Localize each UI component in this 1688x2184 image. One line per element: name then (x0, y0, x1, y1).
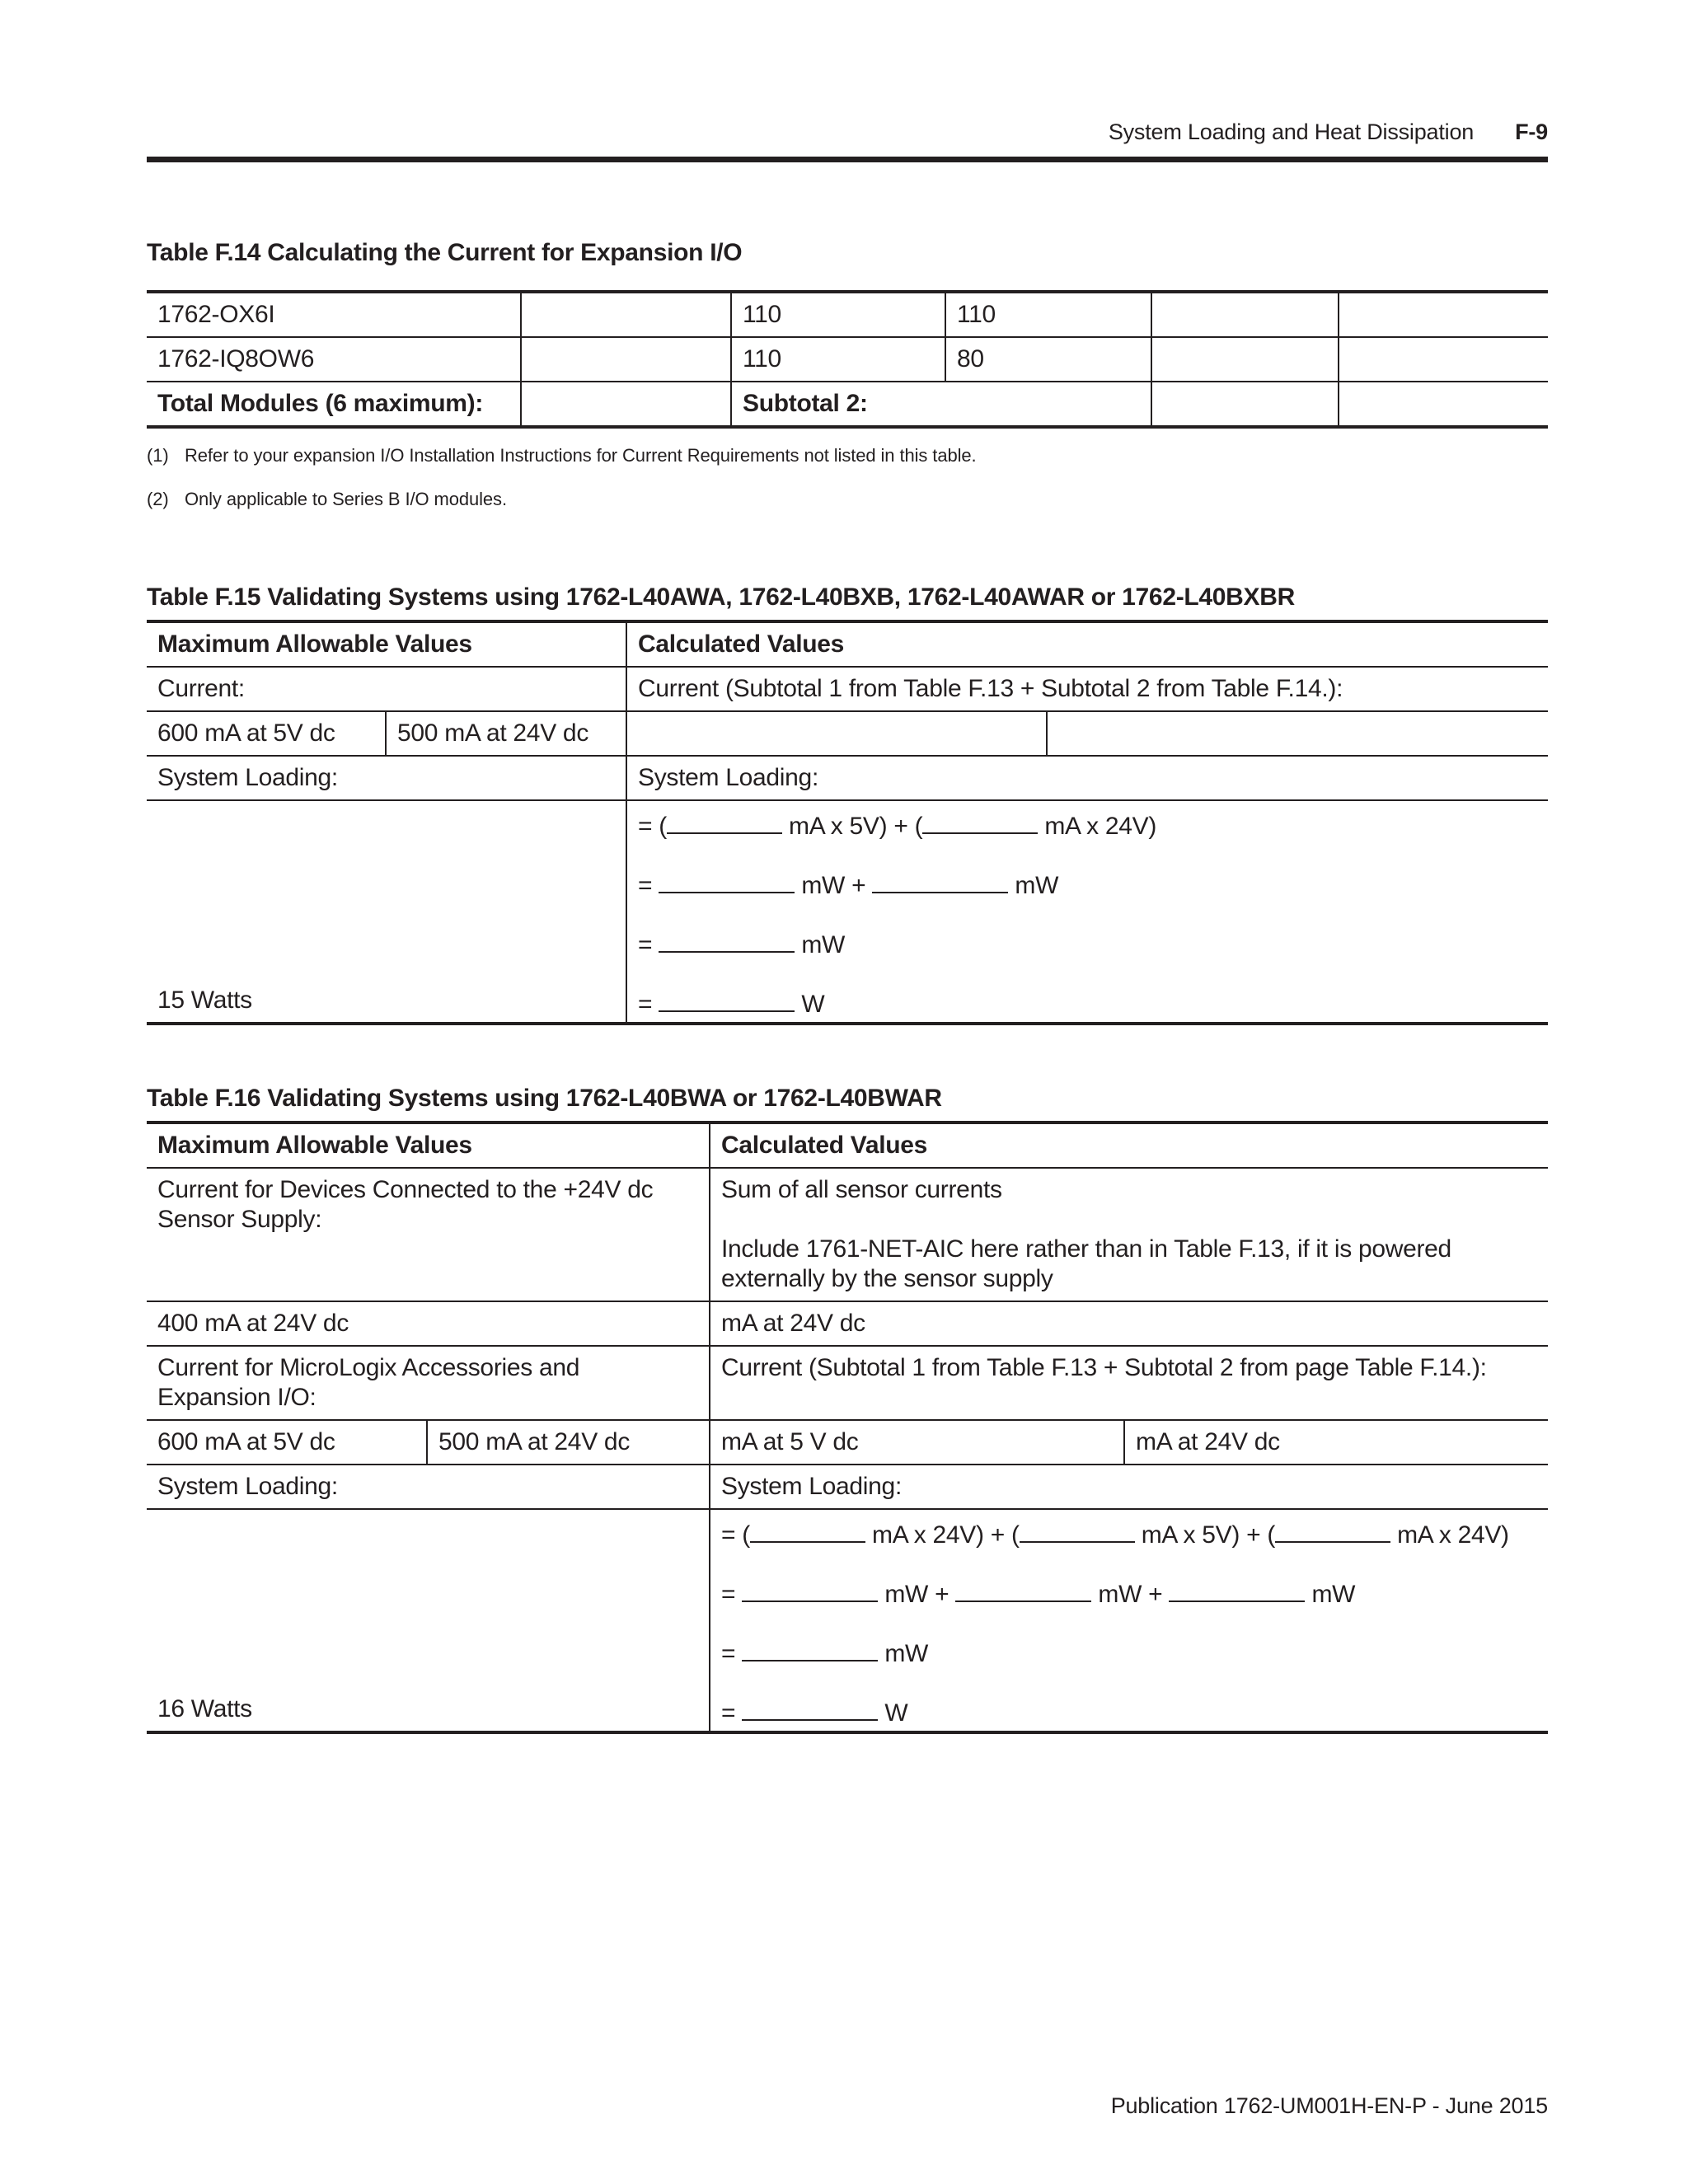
table-row (147, 292, 1548, 337)
module-name: 1762-OX6I (147, 292, 521, 337)
table-row (147, 756, 1548, 800)
loading-calculation (626, 800, 1548, 1024)
max-watts: 15 Watts (147, 800, 626, 1024)
table-header-row (147, 1122, 1548, 1168)
table-row (147, 1420, 1548, 1465)
table-cell (521, 292, 731, 337)
publication-footer: Publication 1762-UM001H-EN-P - June 2015 (1110, 2093, 1548, 2118)
running-header (147, 115, 1548, 148)
calc-line-2: = mW + mW + mW (721, 1576, 1537, 1635)
accessories-current-label: Current for MicroLogix Accessories and Expansion I/O: (147, 1346, 710, 1420)
footnote-1 (147, 445, 977, 466)
table-row (147, 711, 1548, 756)
module-name: 1762-IQ8OW6 (147, 337, 521, 382)
header-rule (147, 157, 1548, 162)
blank-field (742, 1576, 878, 1602)
table-f15 (147, 620, 1548, 1025)
subtotal-2-label: Subtotal 2: (731, 382, 1151, 427)
table-cell: 110 (945, 292, 1151, 337)
blank-field (955, 1576, 1091, 1602)
table-f15-caption: Table F.15 Validating Systems using 1762-L40AWA, 1762-L40BXB, 1762-L40AWAR or 1762-L40BXBR (147, 583, 1295, 611)
blank-field (659, 867, 795, 893)
current-calc-label: Current (Subtotal 1 from Table F.13 + Subtotal 2 from Table F.14.): (626, 667, 1548, 711)
table-cell: 110 (731, 292, 945, 337)
total-modules-label: Total Modules (6 maximum): (147, 382, 521, 427)
calc-5v-unit: mA at 5 V dc (710, 1420, 1124, 1465)
system-loading-label: System Loading: (147, 756, 626, 800)
column-header-max: Maximum Allowable Values (147, 621, 626, 667)
table-cell (1339, 292, 1548, 337)
max-5v: 600 mA at 5V dc (147, 711, 386, 756)
calc-line-1: = ( mA x 5V) + ( mA x 24V) (638, 808, 1537, 867)
table-header-row (147, 621, 1548, 667)
blank-field (742, 1694, 878, 1721)
sensor-note-text: Include 1761-NET-AIC here rather than in Table F.13, if it is powered externally by the sensor supply (721, 1235, 1451, 1292)
table-row (147, 1168, 1548, 1301)
table-row (147, 1465, 1548, 1509)
blank-field (659, 926, 795, 953)
table-row-total (147, 382, 1548, 427)
calc-line-3: = mW (638, 926, 1537, 986)
table-cell: 110 (731, 337, 945, 382)
footnote-text: Refer to your expansion I/O Installation Instructions for Current Requirements not listed in this table. (185, 445, 977, 466)
table-cell (521, 337, 731, 382)
section-title: System Loading and Heat Dissipation (1108, 119, 1475, 144)
max-watts: 16 Watts (147, 1509, 710, 1732)
sensor-current-calc (710, 1168, 1548, 1301)
footnote-number: (1) (147, 445, 169, 466)
table-row (147, 1509, 1548, 1732)
blank-field (1020, 1516, 1135, 1543)
blank-field (1169, 1576, 1305, 1602)
blank-field (922, 808, 1038, 834)
column-header-calc: Calculated Values (626, 621, 1548, 667)
max-24v: 500 mA at 24V dc (386, 711, 626, 756)
calc-line-1: = ( mA x 24V) + ( mA x 5V) + ( mA x 24V) (721, 1516, 1537, 1576)
sensor-sum-text: Sum of all sensor currents (721, 1176, 1002, 1203)
loading-calculation (710, 1509, 1548, 1732)
max-24v: 500 mA at 24V dc (427, 1420, 710, 1465)
table-cell (1339, 337, 1548, 382)
calc-line-4: = W (638, 986, 1537, 1015)
blank-field (1275, 1516, 1390, 1543)
blank-field (742, 1635, 878, 1661)
table-cell (1151, 292, 1339, 337)
table-cell: 80 (945, 337, 1151, 382)
subtotal-2-value-a (1151, 382, 1339, 427)
footnote-text: Only applicable to Series B I/O modules. (185, 489, 507, 509)
table-row (147, 1301, 1548, 1346)
system-loading-calc-label: System Loading: (626, 756, 1548, 800)
table-f14 (147, 290, 1548, 429)
column-header-max: Maximum Allowable Values (147, 1122, 710, 1168)
total-modules-value (521, 382, 731, 427)
max-5v: 600 mA at 5V dc (147, 1420, 427, 1465)
table-row (147, 1346, 1548, 1420)
table-cell (1151, 337, 1339, 382)
calc-24v-cell (1047, 711, 1548, 756)
blank-field (750, 1516, 865, 1543)
table-row (147, 800, 1548, 1024)
subtotal-2-value-b (1339, 382, 1548, 427)
footnote-number: (2) (147, 489, 169, 509)
calc-line-2: = mW + mW (638, 867, 1537, 926)
calc-line-3: = mW (721, 1635, 1537, 1694)
table-f16-caption: Table F.16 Validating Systems using 1762-L40BWA or 1762-L40BWAR (147, 1085, 942, 1112)
column-header-calc: Calculated Values (710, 1122, 1548, 1168)
accessories-current-calc: Current (Subtotal 1 from Table F.13 + Subtotal 2 from page Table F.14.): (710, 1346, 1548, 1420)
calc-24v-unit: mA at 24V dc (1124, 1420, 1548, 1465)
page-number: F-9 (1515, 119, 1548, 144)
blank-field (667, 808, 782, 834)
system-loading-label: System Loading: (147, 1465, 710, 1509)
sensor-calc-unit: mA at 24V dc (710, 1301, 1548, 1346)
sensor-current-label: Current for Devices Connected to the +24V dc Sensor Supply: (147, 1168, 710, 1301)
sensor-max: 400 mA at 24V dc (147, 1301, 710, 1346)
table-f16 (147, 1121, 1548, 1734)
calc-line-4: = W (721, 1694, 1537, 1724)
table-f14-caption: Table F.14 Calculating the Current for Expansion I/O (147, 239, 743, 266)
table-row (147, 667, 1548, 711)
footnote-2 (147, 489, 507, 510)
blank-field (659, 986, 795, 1012)
table-row (147, 337, 1548, 382)
system-loading-calc-label: System Loading: (710, 1465, 1548, 1509)
current-label: Current: (147, 667, 626, 711)
blank-field (872, 867, 1008, 893)
calc-5v-cell (626, 711, 1047, 756)
